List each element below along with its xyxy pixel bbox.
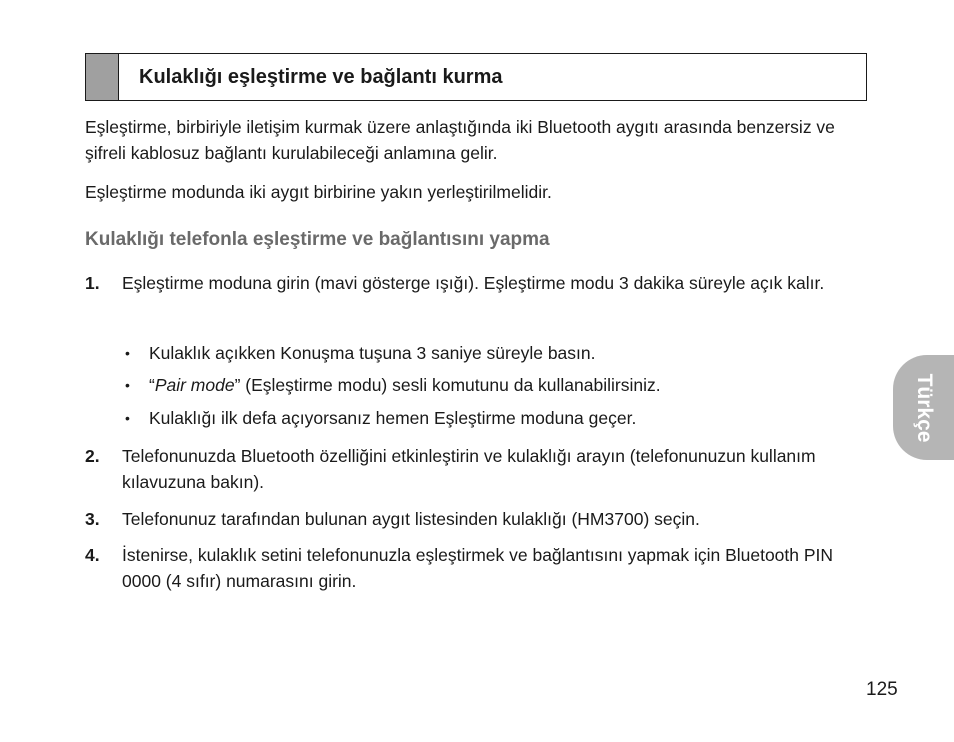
bullet-icon: • (125, 410, 130, 426)
page-number: 125 (866, 679, 898, 700)
intro-paragraph-2: Eşleştirme modunda iki aygıt birbirine yakın yerleştirilmelidir. (85, 182, 552, 202)
bullet-item-2 (125, 372, 865, 398)
step-number: 4. (85, 545, 100, 565)
step-text: Telefonunuz tarafından bulunan aygıt listesinden kulaklığı (HM3700) seçin. (122, 509, 700, 529)
section-marker (86, 54, 119, 100)
bullet-text: Kulaklık açıkken Konuşma tuşuna 3 saniye süreyle basın. (149, 343, 596, 363)
step-number: 2. (85, 446, 100, 466)
step-2 (85, 443, 875, 495)
step-text: Telefonunuzda Bluetooth özelliğini etkinleştirin ve kulaklığı arayın (telefonunuzun kullanım kılavuzuna bakın). (122, 446, 816, 492)
step-number: 3. (85, 509, 100, 529)
language-tab (893, 355, 954, 460)
intro-paragraph-1: Eşleştirme, birbiriyle iletişim kurmak üzere anlaştığında iki Bluetooth aygıtı arasında benzersiz ve şifreli kablosuz bağlantı kurulabileceği anlamına gelir. (85, 117, 835, 163)
language-tab-label: Türkçe (912, 373, 936, 442)
section-header (85, 53, 867, 101)
subheading: Kulaklığı telefonla eşleştirme ve bağlantısını yapma (85, 229, 550, 250)
bullet-icon: • (125, 377, 130, 393)
bullet-text: “Pair mode” (Eşleştirme modu) sesli komutunu da kullanabilirsiniz. (149, 375, 661, 395)
step-4 (85, 542, 875, 594)
step-number: 1. (85, 273, 100, 293)
section-title: Kulaklığı eşleştirme ve bağlantı kurma (139, 65, 503, 88)
pair-mode-term: Pair mode (154, 375, 235, 395)
step-3 (85, 506, 875, 532)
step-text: Eşleştirme moduna girin (mavi gösterge ışığı). Eşleştirme modu 3 dakika süreyle açık kalır. (122, 273, 825, 293)
bullet-item-3 (125, 405, 865, 431)
bullet-icon: • (125, 345, 130, 361)
bullet-item-1 (125, 340, 865, 366)
bullet-text: Kulaklığı ilk defa açıyorsanız hemen Eşleştirme moduna geçer. (149, 408, 637, 428)
step-1 (85, 270, 875, 296)
step-text: İstenirse, kulaklık setini telefonunuzla eşleştirmek ve bağlantısını yapmak için Bluetooth PIN 0000 (4 sıfır) numarasını girin. (122, 545, 834, 591)
